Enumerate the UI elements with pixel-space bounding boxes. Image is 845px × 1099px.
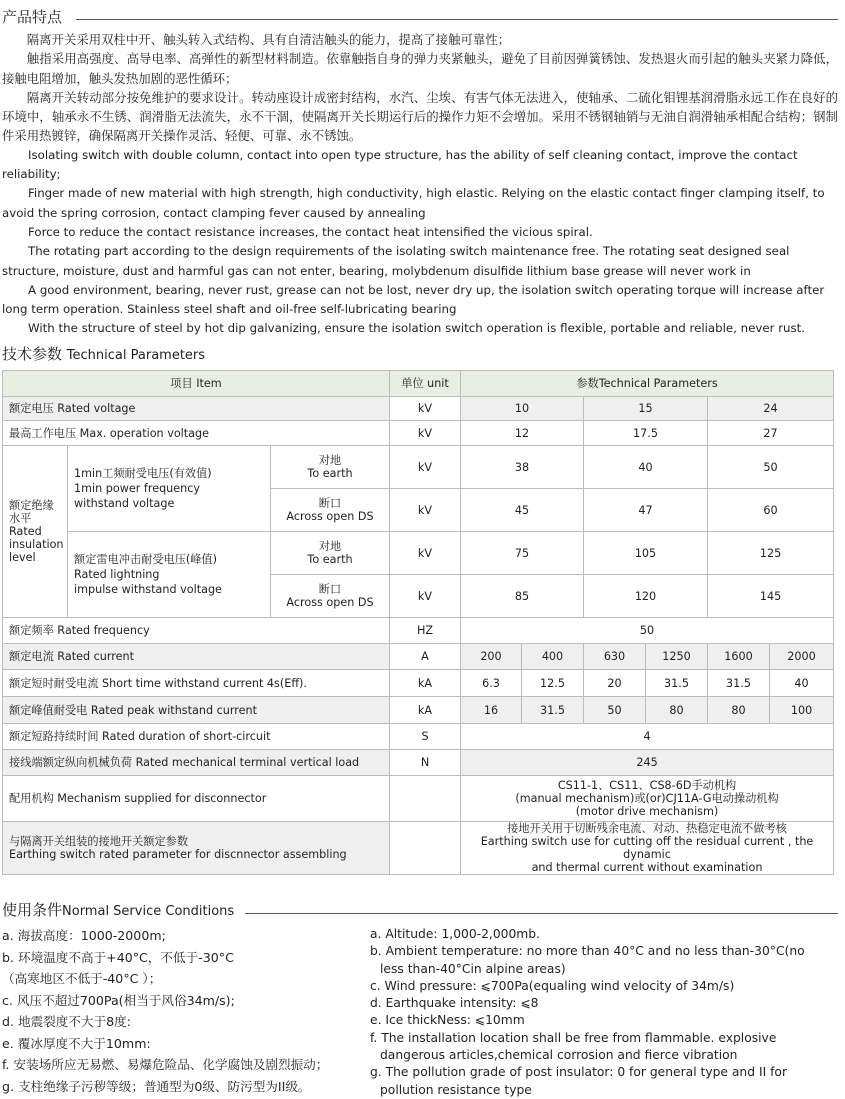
conditions-title — [2, 899, 234, 920]
rated-current-value: 400 — [522, 644, 584, 670]
short-time-value: 40 — [770, 670, 834, 697]
feature-en-3: Force to reduce the contact resistance increases, the contact heat intensified the vicious spiral. — [28, 224, 593, 239]
peak-value: 100 — [770, 697, 834, 724]
rated-voltage-value: 10 — [461, 397, 584, 421]
conditions-cn-list — [2, 925, 328, 1097]
duration-unit: S — [390, 724, 461, 750]
technical-parameters-table — [2, 370, 834, 875]
li-earth-value: 125 — [708, 532, 834, 575]
short-time-value: 20 — [584, 670, 646, 697]
short-time-unit: kA — [390, 670, 461, 697]
header-params: 参数Technical Parameters — [461, 371, 834, 397]
mechanism-label: 配用机构 Mechanism supplied for disconnector — [3, 776, 390, 822]
condition-cn-item: c. 风压不超过700Pa(相当于风俗34m/s); — [2, 992, 235, 1008]
max-voltage-value: 27 — [708, 421, 834, 446]
insulation-unit: kV — [390, 489, 461, 532]
pf-across-value: 47 — [584, 489, 708, 532]
row-pf-earth — [3, 446, 834, 489]
max-voltage-value: 17.5 — [584, 421, 708, 446]
mechanism-value: CS11-1、CS11、CS8-6D手动机构 (manual mechanism)或(or)CJ11A-G电动操动机构 (motor drive mechanism) — [461, 776, 834, 822]
conditions-title-cn: 使用条件 — [2, 901, 63, 919]
peak-label: 额定峰值耐受电 Rated peak withstand current — [3, 697, 390, 724]
short-time-value: 31.5 — [708, 670, 770, 697]
row-rated-frequency — [3, 618, 834, 644]
earthing-label: 与隔离开关组装的接地开关额定参数 Earthing switch rated parameter for discnnector assembling — [3, 822, 390, 875]
row-terminal-load — [3, 750, 834, 776]
table-header-row — [3, 371, 834, 397]
duration-label: 额定短路持续时间 Rated duration of short-circuit — [3, 724, 390, 750]
max-voltage-label: 最高工作电压 Max. operation voltage — [3, 421, 390, 446]
condition-cn-item: （高寒地区不低于-40°C ）； — [2, 971, 162, 986]
tech-title — [2, 343, 205, 364]
condition-en-item: e. Ice thickNess: ⩽10mm — [370, 1013, 525, 1028]
rated-voltage-value: 15 — [584, 397, 708, 421]
max-voltage-value: 12 — [461, 421, 584, 446]
condition-en-item: a. Altitude: 1,000-2,000mb. — [370, 927, 540, 941]
condition-cn-item: b. 环境温度不高于+40°C，不低于-30°C — [2, 949, 234, 965]
condition-cn-item: f. 安装场所应无易燃、易爆危险品、化学腐蚀及剧烈振动； — [2, 1057, 329, 1072]
li-earth-value: 75 — [461, 532, 584, 575]
feature-en-2: Finger made of new material with high strength, high conductivity, high elastic. Relying on the elastic contact finger clamping itself, to avoid the spring corrosion, contact clamping fever caused by annealing — [2, 186, 825, 220]
condition-en-item: f. The installation location shall be free from flammable. explosive dangerous articles,chemical corrosion and fierce vibration — [370, 1030, 777, 1063]
rated-current-value: 1600 — [708, 644, 770, 670]
condition-en-item: d. Earthquake intensity: ⩽8 — [370, 996, 539, 1011]
header-item: 项目 Item — [3, 371, 390, 397]
insulation-unit: kV — [390, 446, 461, 489]
peak-value: 16 — [461, 697, 522, 724]
rated-current-value: 1250 — [646, 644, 708, 670]
across-open-label: 断口 Across open DS — [271, 575, 390, 618]
rated-current-value: 2000 — [770, 644, 834, 670]
tech-title-cn: 技术参数 — [2, 345, 63, 363]
peak-value: 31.5 — [522, 697, 584, 724]
pf-earth-value: 50 — [708, 446, 834, 489]
insulation-group-label: 额定绝缘 水平 Rated insulation level — [3, 446, 68, 618]
feature-cn-3: 隔离开关转动部分按免维护的要求设计。转动座设计成密封结构，水汽、尘埃、有害气体无法进入，使轴承、二硫化钼锂基润滑脂永远工作在良好的环境中，轴承永不生锈、润滑脂无法流失，永不干涸，使隔离开关长期运行后的操作力矩不会增加。采用不锈钢轴销与无油自润滑轴承相配合结构；钢制件采用热镀锌，确保隔离开关操作灵活、轻便、可靠、永不锈蚀。 — [2, 89, 838, 144]
tech-title-en: Technical Parameters — [66, 348, 206, 363]
pf-earth-value: 38 — [461, 446, 584, 489]
row-rated-current — [3, 644, 834, 670]
insulation-unit: kV — [390, 575, 461, 618]
row-mechanism — [3, 776, 834, 822]
short-time-label: 额定短时耐受电流 Short time withstand current 4s(Eff). — [3, 670, 390, 697]
peak-value: 80 — [646, 697, 708, 724]
li-across-value: 120 — [584, 575, 708, 618]
rated-current-value: 630 — [584, 644, 646, 670]
feature-cn-1: 隔离开关采用双柱中开、触头转入式结构、具有自清洁触头的能力，提高了接触可靠性； — [26, 32, 511, 47]
features-title-rule — [76, 19, 838, 20]
short-time-value: 31.5 — [646, 670, 708, 697]
earthing-value: 接地开关用于切断残余电流、对动、热稳定电流不做考核 Earthing switch use for cutting off the residual current , the dynamic and thermal current without examination — [461, 822, 834, 875]
conditions-title-en: Normal Service Conditions — [62, 904, 235, 919]
feature-cn-2: 触指采用高强度、高导电率、高弹性的新型材料制造。依靠触指自身的弹力夹紧触头，避免了目前因弹簧锈蚀、发热退火而引起的触头夹紧力降低，接触电阻增加，触头发热加剧的恶性循环； — [2, 51, 838, 86]
peak-unit: kA — [390, 697, 461, 724]
short-time-value: 12.5 — [522, 670, 584, 697]
li-across-value: 85 — [461, 575, 584, 618]
earthing-unit-empty — [390, 822, 461, 875]
rated-current-value: 200 — [461, 644, 522, 670]
conditions-title-rule — [245, 913, 838, 914]
rated-current-unit: A — [390, 644, 461, 670]
feature-en-5: A good environment, bearing, never rust, grease can not be lost, never dry up, the isolation switch operating torque will increase after long term operation. Stainless steel shaft and oil-free self-lubricating bearing — [2, 282, 825, 317]
to-earth-label: 对地 To earth — [271, 532, 390, 575]
row-max-voltage — [3, 421, 834, 446]
row-short-time — [3, 670, 834, 697]
condition-cn-item: g. 支柱绝缘子污秽等级；普通型为0级、防污型为II级。 — [2, 1078, 311, 1094]
row-peak — [3, 697, 834, 724]
rated-frequency-label: 额定频率 Rated frequency — [3, 618, 390, 644]
pf-across-value: 45 — [461, 489, 584, 532]
condition-en-item: b. Ambient temperature: no more than 40°C and no less than-30°C(no less than-40°Cin alpine areas) — [370, 944, 805, 976]
lightning-label: 额定雷电冲击耐受电压(峰值) Rated lightning impulse withstand voltage — [68, 532, 271, 618]
feature-en-6: With the structure of steel by hot dip galvanizing, ensure the isolation switch operation is flexible, portable and reliable, never rust. — [28, 321, 806, 336]
rated-frequency-unit: HZ — [390, 618, 461, 644]
insulation-unit: kV — [390, 532, 461, 575]
features-title: 产品特点 — [2, 8, 63, 26]
rated-voltage-label: 额定电压 Rated voltage — [3, 397, 390, 421]
peak-value: 50 — [584, 697, 646, 724]
across-open-label: 断口 Across open DS — [271, 489, 390, 532]
header-unit: 单位 unit — [390, 371, 461, 397]
row-duration — [3, 724, 834, 750]
duration-value: 4 — [461, 724, 834, 750]
rated-current-label: 额定电流 Rated current — [3, 644, 390, 670]
condition-cn-item: e. 覆冰厚度不大于10mm: — [2, 1035, 151, 1051]
rated-frequency-value: 50 — [461, 618, 834, 644]
row-earthing — [3, 822, 834, 875]
terminal-load-value: 245 — [461, 750, 834, 776]
power-frequency-label: 1min工频耐受电压(有效值) 1min power frequency withstand voltage — [68, 446, 271, 532]
li-earth-value: 105 — [584, 532, 708, 575]
condition-cn-item: d. 地震裂度不大于8度: — [2, 1014, 132, 1029]
max-voltage-unit: kV — [390, 421, 461, 446]
mechanism-unit-empty — [390, 776, 461, 822]
condition-en-item: g. The pollution grade of post insulator: 0 for general type and II for pollution resistance type — [370, 1065, 788, 1097]
to-earth-label: 对地 To earth — [271, 446, 390, 489]
row-li-earth — [3, 532, 834, 575]
rated-voltage-unit: kV — [390, 397, 461, 421]
terminal-load-unit: N — [390, 750, 461, 776]
condition-cn-item: a. 海拔高度：1000-2000m; — [2, 928, 166, 943]
conditions-en-list — [370, 926, 830, 1099]
li-across-value: 145 — [708, 575, 834, 618]
feature-en-1: Isolating switch with double column, contact into open type structure, has the ability of self cleaning contact, improve the contact reliability; — [2, 147, 798, 182]
short-time-value: 6.3 — [461, 670, 522, 697]
terminal-load-label: 接线端额定纵向机械负荷 Rated mechanical terminal vertical load — [3, 750, 390, 776]
feature-en-4: The rotating part according to the design requirements of the isolating switch maintenance free. The rotating seat designed seal structure, moisture, dust and harmful gas can not enter, bearing, molybdenum disulfide lithium base grease will never work in — [2, 244, 790, 278]
rated-voltage-value: 24 — [708, 397, 834, 421]
pf-across-value: 60 — [708, 489, 834, 532]
features-body — [2, 30, 838, 339]
row-rated-voltage — [3, 397, 834, 421]
peak-value: 80 — [708, 697, 770, 724]
condition-en-item: c. Wind pressure: ⩽700Pa(equaling wind velocity of 34m/s) — [370, 978, 735, 993]
pf-earth-value: 40 — [584, 446, 708, 489]
